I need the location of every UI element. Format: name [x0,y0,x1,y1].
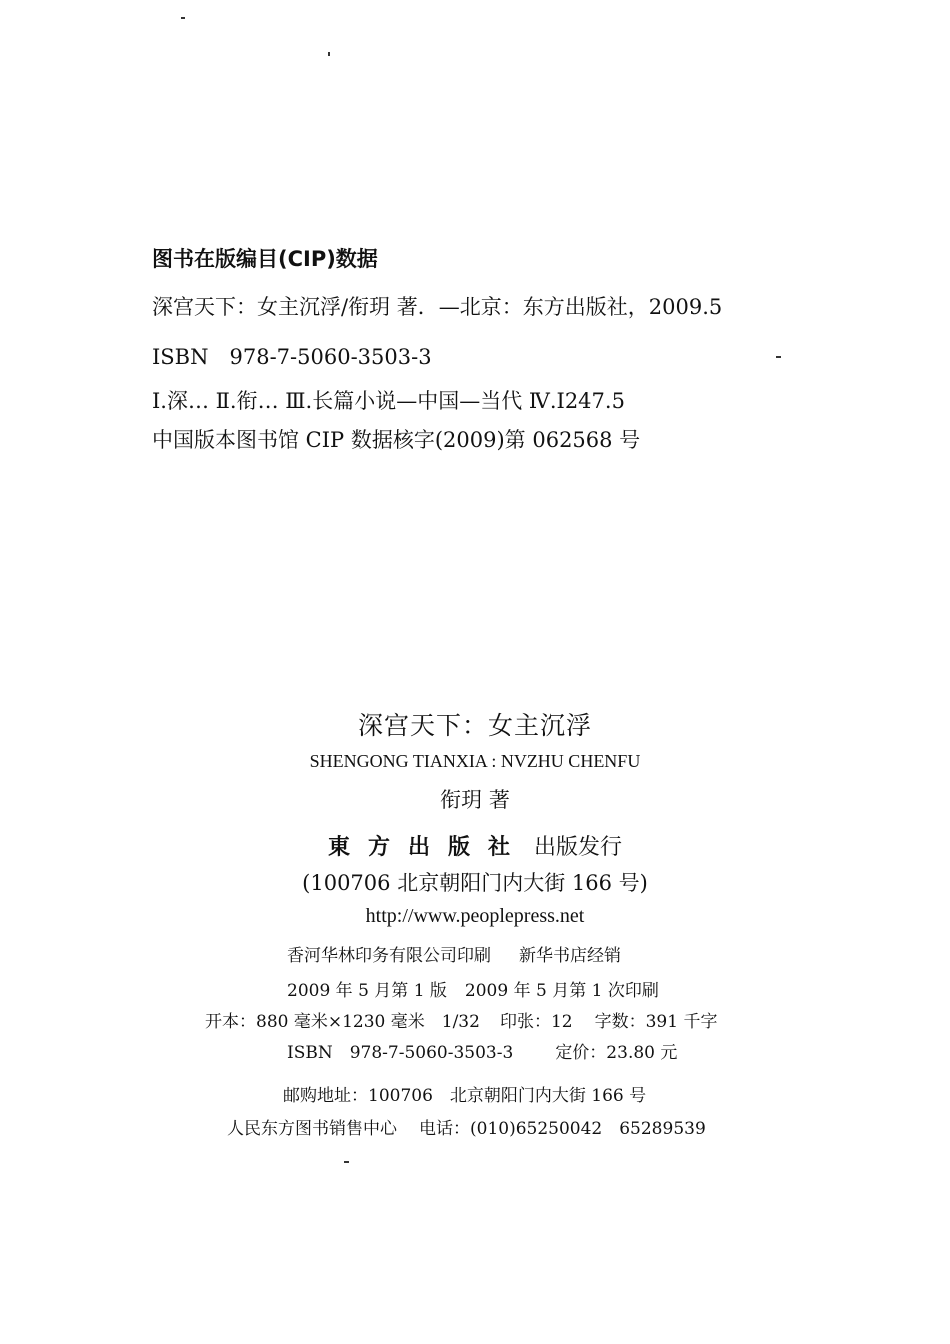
publisher-website: http://www.peoplepress.net [365,905,585,927]
mail-order-address: 邮购地址：100706 北京朝阳门内大街 166 号 [283,1086,647,1106]
printer: 香河华林印务有限公司印刷 [287,946,491,966]
printed-sheets: 印张：12 [499,1012,573,1032]
publisher-suffix: 出版发行 [534,835,623,860]
isbn-price-row [287,1045,677,1062]
book-title-cn: 深宫天下：女主沉浮 [357,711,592,740]
price: 定价：23.80 元 [555,1043,678,1063]
cip-isbn-line: ISBN 978-7-5060-3503-3 [152,345,432,369]
scan-speck [328,52,330,56]
edition-row [287,983,659,1000]
printing-row [287,948,621,965]
cip-record-line: 中国版本图书馆 CIP 数据核字(2009)第 062568 号 [152,428,641,452]
sales-center: 人民东方图书销售中心 [227,1119,397,1139]
publisher-row [0,836,950,859]
book-format: 开本：880 毫米×1230 毫米 1/32 [205,1012,480,1032]
cip-classification-line: Ⅰ.深… Ⅱ.衔… Ⅲ.长篇小说—中国—当代 Ⅳ.I247.5 [152,389,625,413]
format-row [205,1014,717,1031]
edition: 2009 年 5 月第 1 版 [287,981,447,1001]
sales-phone: 电话：(010)65250042 65289539 [419,1119,706,1139]
cip-title-line: 深宫天下：女主沉浮/衔玥 著．—北京：东方出版社，2009.5 [152,295,723,319]
book-author: 衔玥 著 [440,788,510,812]
book-title-en: SHENGONG TIANXIA : NVZHU CHENFU [309,751,641,771]
scan-speck [181,17,185,19]
isbn: ISBN 978-7-5060-3503-3 [287,1043,514,1063]
publisher-name: 東方出版社 [327,834,528,860]
cip-heading: 图书在版编目(CIP)数据 [152,247,378,271]
scan-speck [776,356,781,358]
impression: 2009 年 5 月第 1 次印刷 [464,981,659,1001]
scan-speck [344,1161,349,1163]
word-count: 字数：391 千字 [594,1012,718,1032]
distributor: 新华书店经销 [519,946,621,966]
sales-center-row [227,1121,706,1138]
publisher-address: (100706 北京朝阳门内大街 166 号) [302,871,648,895]
